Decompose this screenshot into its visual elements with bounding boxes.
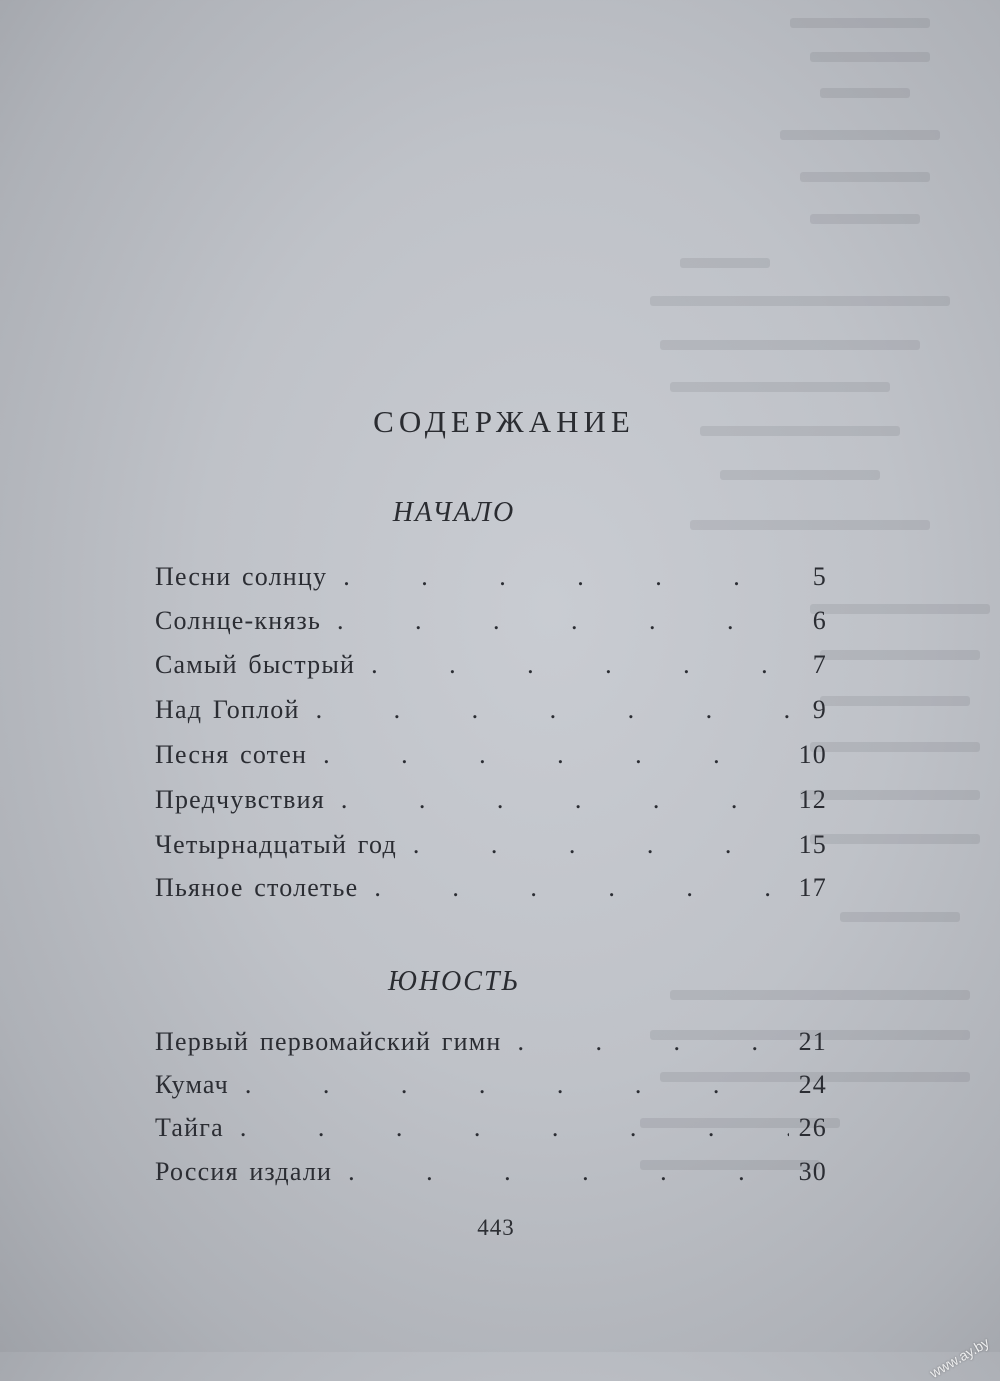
entry-title: Кумач — [155, 1070, 229, 1099]
dot-leader — [337, 608, 803, 634]
entry-page: 5 — [812, 562, 827, 591]
entry-page: 26 — [798, 1113, 827, 1142]
entry-page: 17 — [798, 873, 827, 902]
entry-title: Предчувствия — [155, 785, 325, 814]
entry-page: 24 — [798, 1070, 827, 1099]
toc-entry[interactable] — [155, 1070, 827, 1106]
entry-page: 15 — [798, 830, 827, 859]
watermark-text: www.ay.by — [926, 1334, 992, 1381]
entry-title: Самый быстрый — [155, 650, 356, 679]
entry-page: 21 — [798, 1027, 827, 1056]
dot-leader — [323, 742, 789, 768]
dot-leader — [341, 787, 789, 813]
dot-leader — [245, 1072, 789, 1098]
entry-page: 10 — [798, 740, 827, 769]
entry-title: Тайга — [155, 1113, 224, 1142]
dot-leader — [343, 564, 803, 590]
dot-leader — [374, 875, 788, 901]
entry-title: Песня сотен — [155, 740, 308, 769]
toc-entry[interactable] — [155, 695, 827, 731]
dot-leader — [316, 697, 803, 723]
toc-heading: СОДЕРЖАНИЕ — [373, 404, 635, 439]
entry-title: Россия издали — [155, 1157, 333, 1186]
section-title-nachalo: НАЧАЛО — [392, 497, 516, 528]
entry-page: 30 — [798, 1157, 827, 1186]
toc-entry[interactable] — [155, 562, 827, 598]
toc-entry[interactable] — [155, 1027, 827, 1063]
toc-entry[interactable] — [155, 1157, 827, 1193]
toc-entry[interactable] — [155, 785, 827, 821]
toc-entry[interactable] — [155, 740, 827, 776]
dot-leader — [240, 1115, 789, 1141]
entry-title: Четырнадцатый год — [155, 830, 397, 859]
dot-leader — [348, 1159, 788, 1185]
dot-leader — [371, 652, 803, 678]
toc-entry[interactable] — [155, 1113, 827, 1149]
dot-leader — [518, 1029, 789, 1055]
entry-title: Песни солнцу — [155, 562, 328, 591]
entry-title: Пьяное столетье — [155, 873, 359, 902]
toc-entry[interactable] — [155, 650, 827, 686]
toc-entry[interactable] — [155, 830, 827, 866]
entry-page: 9 — [812, 695, 827, 724]
entry-title: Над Гоплой — [155, 695, 300, 724]
toc-entry[interactable] — [155, 873, 827, 909]
entry-title: Первый первомайский гимн — [155, 1027, 502, 1056]
entry-title: Солнце-князь — [155, 606, 322, 635]
entry-page: 12 — [798, 785, 827, 814]
section-title-yunost: ЮНОСТЬ — [387, 966, 521, 997]
page-number: 443 — [477, 1215, 515, 1240]
dot-leader — [413, 832, 789, 858]
entry-page: 7 — [812, 650, 827, 679]
entry-page: 6 — [812, 606, 827, 635]
toc-entry[interactable] — [155, 606, 827, 642]
